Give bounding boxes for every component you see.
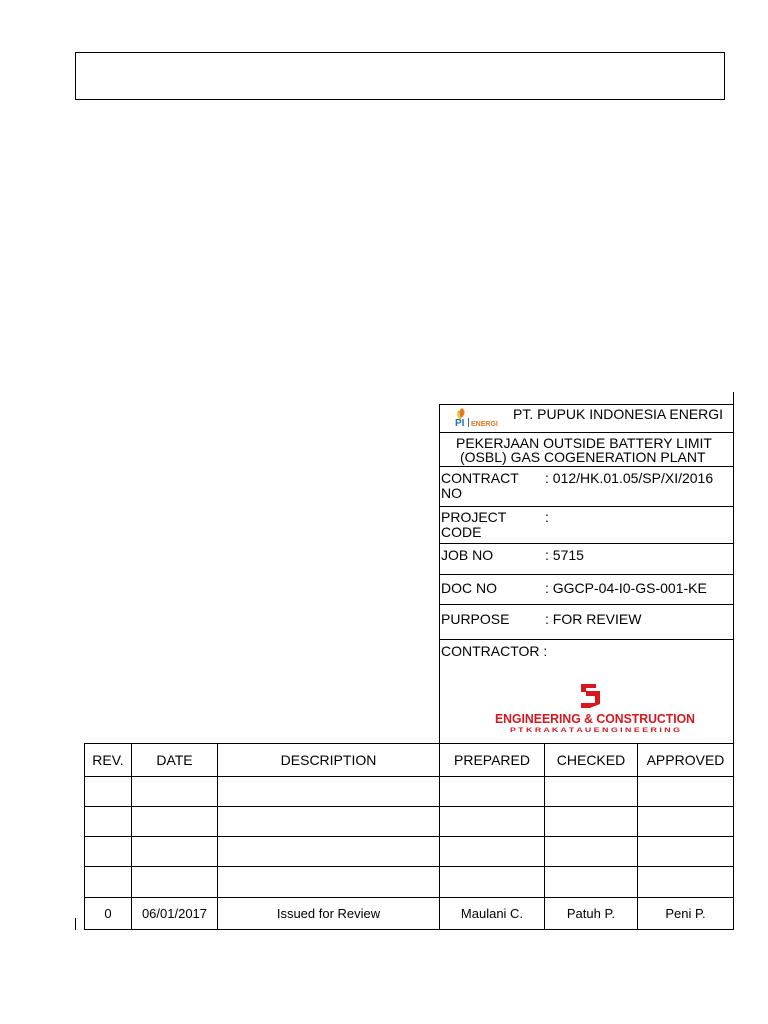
table-vline: [544, 743, 545, 930]
frame-right: [724, 52, 725, 100]
table-vline: [637, 743, 638, 930]
pi-energi-logo: [453, 405, 513, 429]
job-no-label: JOB NO: [441, 547, 494, 563]
frame-top: [75, 52, 725, 53]
project-title-line2: (OSBL) GAS COGENERATION PLANT: [460, 449, 706, 465]
frame-left: [75, 52, 76, 100]
purpose-label: PURPOSE: [441, 611, 510, 627]
table-header-prepared: PREPARED: [454, 752, 530, 768]
contract-label: CONTRACT: [441, 470, 519, 486]
contractor-logo-line2: P T K R A K A T A U E N G I N E E R I N G: [510, 728, 681, 734]
contract-label: NO: [441, 485, 462, 501]
table-vline: [439, 743, 440, 930]
titleblock-hline: [439, 543, 734, 544]
doc-no-label: DOC NO: [441, 580, 497, 596]
svg-text:ENERGI: ENERGI: [471, 421, 498, 428]
table-vline: [217, 743, 218, 930]
project-code-label: CODE: [441, 524, 482, 540]
project-title-line1: PEKERJAAN OUTSIDE BATTERY LIMIT: [456, 435, 712, 451]
frame-left-lower: [75, 918, 76, 930]
table-header-approved: APPROVED: [646, 752, 725, 768]
table-cell-rev: 0: [104, 906, 112, 921]
table-vline: [84, 743, 85, 930]
table-vline: [131, 743, 132, 930]
table-cell-description: Issued for Review: [276, 906, 381, 921]
table-cell-date: 06/01/2017: [141, 906, 208, 921]
titleblock-hline: [439, 604, 734, 605]
frame-header-divider: [75, 99, 725, 100]
table-header-checked: CHECKED: [556, 752, 626, 768]
titleblock-hline: [439, 506, 734, 507]
titleblock-hline: [439, 574, 734, 575]
table-header-description: DESCRIPTION: [280, 752, 377, 768]
contract-value: : 012/HK.01.05/SP/XI/2016: [545, 470, 714, 486]
client-name: PT. PUPUK INDONESIA ENERGI: [513, 406, 724, 422]
table-cell-prepared: Maulani C.: [460, 906, 524, 921]
table-header-rev: REV.: [92, 752, 124, 768]
titleblock-hline: [439, 639, 734, 640]
project-code-label: PROJECT: [441, 509, 507, 525]
table-header-date: DATE: [156, 752, 193, 768]
titleblock-hline: [439, 466, 734, 467]
job-no-value: : 5715: [545, 547, 584, 563]
contractor-label: CONTRACTOR :: [441, 643, 548, 659]
titleblock-right: [733, 392, 734, 744]
doc-no-value: : GGCP-04-I0-GS-001-KE: [545, 580, 707, 596]
table-cell-checked: Patuh P.: [566, 906, 616, 921]
purpose-value: : FOR REVIEW: [545, 611, 642, 627]
titleblock-hline: [439, 432, 734, 433]
table-cell-approved: Peni P.: [665, 906, 706, 921]
table-vline: [733, 743, 734, 930]
svg-text:PI: PI: [455, 418, 465, 429]
project-code-value: :: [545, 509, 549, 525]
krakatau-engineering-logo: [490, 682, 700, 734]
contractor-logo-line1: ENGINEERING & CONSTRUCTION: [495, 711, 695, 726]
